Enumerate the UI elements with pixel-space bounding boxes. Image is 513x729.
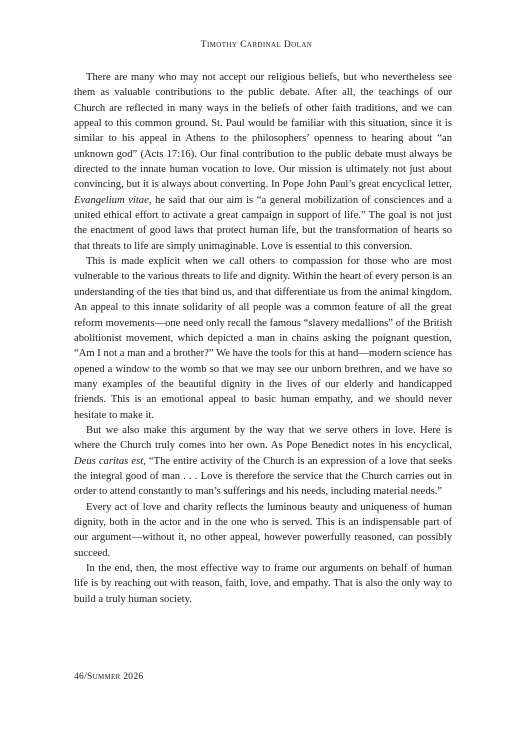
paragraph-3-text-cont: , “The entire activity of the Church is an expression of a love that seeks the integral good of man . . . Love is therefore the service that the Church carries out in order to attend constantly to man’s sufferings and his needs, including material needs.”	[74, 455, 453, 498]
paragraph-2-text: This is made explicit when we call others to compassion for those who are most vulnerable to the various threats to life and dignity. Within the heart of every person is an understanding of the ties that bind us, and that differentiate us from the animal kingdom. An appeal to this innate solidarity of all people was a common feature of all the great reform movements—one need only recall the famous “slavery medallions” of the British abolitionist movement, which depicted a man in chains asking the poignant question, “Am I not a man and a brother?” We have the tools for this at hand—modern science has opened a window to the womb so that we may see our unborn brethren, and we have so many examples of the beautiful dignity in the lives of our elderly and handicapped friends. This is an emotional appeal to basic human empathy, and we should never hesitate to make it.	[74, 256, 452, 421]
paragraph-3-text: But we also make this argument by the way that we serve others in love. Here is where the Church truly comes into her own. As Pope Benedict notes in his encyclical,	[74, 424, 452, 452]
paragraph-5	[74, 561, 452, 607]
paragraph-1-text-cont: , he said that our aim is “a general mobilization of consciences and a united ethical effort to activate a great campaign in support of life.” The goal is not just the enactment of good laws that protect human life, but the transformation of hearts so that threats to life are simply unimaginable. Love is essential to this conversion.	[74, 194, 452, 252]
paragraph-1-text: There are many who may not accept our religious beliefs, but who nevertheless see them as valuable contributions to the public debate. After all, the teachings of our Church are reflected in many ways in the beliefs of other faith traditions, and we can appeal to this common ground. St. Paul would be familiar with this situation, since it is similar to his appeal in Athens to the philosophers’ openness to hearing about “an unknown god” (Acts 17:16). Our final contribution to the public debate must always be directed to the innate human vocation to love. Our mission is ultimately not just about convincing, but it is always about converting. In Pope John Paul’s great encyclical letter,	[74, 72, 452, 191]
running-head: Timothy Cardinal Dolan	[200, 40, 313, 50]
paragraph-2	[74, 254, 452, 423]
encyclical-title-deus-caritas-est: Deus caritas est	[74, 455, 144, 467]
paragraph-5-text: In the end, then, the most effective way to frame our arguments on behalf of human life is by reaching out with reason, faith, love, and empathy. That is also the only way to build a truly human society.	[74, 563, 452, 605]
article-body	[74, 70, 452, 607]
paragraph-1	[74, 70, 452, 254]
paragraph-4	[74, 500, 452, 561]
paragraph-3	[74, 423, 452, 500]
page-folio: 46/Summer 2026	[74, 672, 144, 682]
encyclical-title-evangelium-vitae: Evangelium vitae	[74, 194, 149, 206]
paragraph-4-text: Every act of love and charity reflects the luminous beauty and uniqueness of human dignity, both in the actor and in the one who is served. This is an indispensable part of our argument—without it, no other appeal, however powerfully reasoned, can possibly succeed.	[74, 501, 452, 559]
